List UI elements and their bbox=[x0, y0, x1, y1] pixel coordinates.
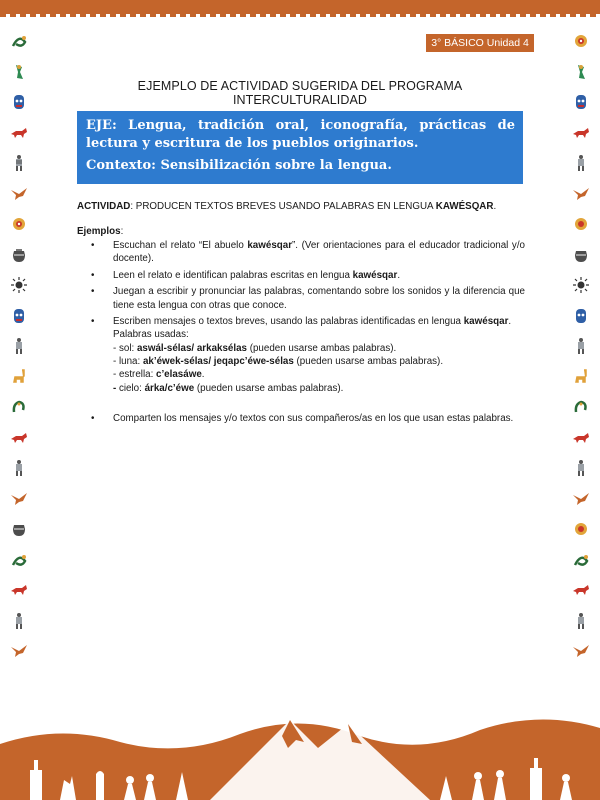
word-note: (pueden usarse ambas palabras). bbox=[194, 382, 344, 394]
snake-icon bbox=[10, 32, 28, 50]
llama-icon bbox=[10, 368, 28, 386]
person-icon bbox=[10, 612, 28, 630]
activity-label: ACTIVIDAD bbox=[77, 201, 131, 212]
examples-heading: Ejemplos bbox=[77, 226, 121, 237]
list-item bbox=[77, 412, 525, 425]
list-item bbox=[77, 315, 525, 395]
item-text-end: ”. (Ver orientaciones para el educador tradicional y/o docente). bbox=[113, 240, 525, 265]
fox-icon bbox=[10, 429, 28, 447]
bullet-glyph: • bbox=[91, 240, 95, 251]
document-title: EJEMPLO DE ACTIVIDAD SUGERIDA DEL PROGRAMA INTERCULTURALIDAD bbox=[137, 79, 463, 107]
word-note: . bbox=[201, 369, 205, 381]
mask-icon bbox=[10, 307, 28, 325]
axis-text: EJE: Lengua, tradición oral, iconografía, prácticas de lectura y escritura de los pueblos originarios. bbox=[86, 118, 515, 151]
flower-icon bbox=[10, 215, 28, 233]
top-border bbox=[0, 0, 600, 14]
mask-icon bbox=[572, 307, 590, 325]
bullet-glyph: • bbox=[91, 412, 95, 424]
fox-icon bbox=[572, 581, 590, 599]
item-bold: kawésqar bbox=[247, 240, 293, 251]
word-note: (pueden usarse ambas palabras). bbox=[293, 355, 444, 367]
person-icon bbox=[572, 337, 590, 355]
word-kawesqar: ak’éwek-sélas/ jeqapc’éwe-sélas bbox=[142, 355, 294, 367]
person-icon bbox=[572, 154, 590, 172]
list-item bbox=[77, 285, 525, 312]
unit-tag: 3° BÁSICO Unidad 4 bbox=[426, 34, 534, 52]
bird-icon bbox=[572, 642, 590, 660]
bird-icon bbox=[10, 185, 28, 203]
item-text: Juegan a escribir y pronunciar las palabras, comentando sobre los sonidos y la diferencia que tiene esta lengua con otras que conoce. bbox=[113, 286, 525, 311]
activity-text: : PRODUCEN TEXTOS BREVES USANDO PALABRAS EN LENGUA bbox=[130, 201, 436, 212]
pot-icon bbox=[10, 520, 28, 538]
bullet-glyph: • bbox=[91, 269, 95, 281]
word-kawesqar: c’elasáwe bbox=[156, 369, 202, 381]
word-note: (pueden usarse ambas palabras). bbox=[247, 342, 397, 354]
bird-icon bbox=[572, 185, 590, 203]
right-icon-column bbox=[568, 32, 594, 673]
bullet-glyph: • bbox=[91, 316, 95, 328]
snake-icon bbox=[572, 551, 590, 569]
item-text: Leen el relato e identifican palabras escritas en lengua bbox=[113, 269, 353, 281]
word-prefix: - estrella: bbox=[113, 369, 157, 381]
item-text: Escuchan el relato “El abuelo bbox=[113, 240, 248, 251]
person-icon bbox=[572, 459, 590, 477]
word-prefix: cielo: bbox=[118, 382, 145, 394]
word-kawesqar: aswál-sélas/ arkaksélas bbox=[136, 342, 247, 354]
examples-label bbox=[77, 226, 123, 237]
flower-icon bbox=[572, 215, 590, 233]
list-item bbox=[77, 269, 525, 282]
person-icon bbox=[10, 459, 28, 477]
word-prefix: - sol: bbox=[113, 342, 137, 354]
pot-icon bbox=[572, 246, 590, 264]
person-icon bbox=[572, 612, 590, 630]
examples-colon: : bbox=[120, 226, 124, 237]
word-sol bbox=[113, 342, 525, 355]
word-dash: - bbox=[113, 382, 119, 394]
bullet-glyph: • bbox=[91, 286, 95, 298]
word-kawesqar: árka/c’éwe bbox=[144, 382, 195, 394]
snake-icon bbox=[10, 551, 28, 569]
activity-end: . bbox=[493, 201, 497, 212]
word-cielo bbox=[113, 382, 525, 395]
left-icon-column bbox=[6, 32, 32, 673]
fox-icon bbox=[572, 429, 590, 447]
flower-icon bbox=[572, 32, 590, 50]
word-luna bbox=[113, 355, 525, 368]
sun-icon bbox=[572, 276, 590, 294]
context-text: Contexto: Sensibilización sobre la lengua. bbox=[86, 158, 392, 173]
llama-icon bbox=[572, 368, 590, 386]
words-label: Palabras usadas: bbox=[113, 329, 189, 341]
list-item bbox=[77, 239, 525, 266]
word-prefix: - luna: bbox=[113, 355, 143, 367]
bird-icon bbox=[572, 398, 590, 416]
bird-icon bbox=[10, 642, 28, 660]
axis-box bbox=[77, 111, 523, 184]
item-text: Escriben mensajes o textos breves, usando las palabras identificadas en lengua bbox=[113, 316, 464, 328]
fox-icon bbox=[572, 124, 590, 142]
bird-icon bbox=[10, 398, 28, 416]
item-text: Comparten los mensajes y/o textos con sus compañeros/as en los que usan estas palabras. bbox=[113, 412, 514, 424]
fox-icon bbox=[10, 581, 28, 599]
figure-icon bbox=[572, 63, 590, 81]
sun-icon bbox=[10, 276, 28, 294]
item-bold: kawésqar bbox=[463, 316, 509, 328]
item-bold: kawésqar bbox=[352, 269, 398, 281]
figure-icon bbox=[10, 63, 28, 81]
activity-language: KAWÉSQAR bbox=[435, 201, 494, 212]
mask-icon bbox=[572, 93, 590, 111]
pot-icon bbox=[10, 246, 28, 264]
flower-icon bbox=[572, 520, 590, 538]
examples-list bbox=[77, 239, 525, 428]
person-icon bbox=[10, 154, 28, 172]
activity-line bbox=[77, 201, 527, 212]
bird-icon bbox=[10, 490, 28, 508]
bird-icon bbox=[572, 490, 590, 508]
mask-icon bbox=[10, 93, 28, 111]
item-text-end: . bbox=[508, 316, 512, 328]
decorative-landscape bbox=[0, 684, 600, 800]
item-text-end: . bbox=[397, 269, 401, 281]
fox-icon bbox=[10, 124, 28, 142]
word-estrella bbox=[113, 368, 525, 381]
person-icon bbox=[10, 337, 28, 355]
